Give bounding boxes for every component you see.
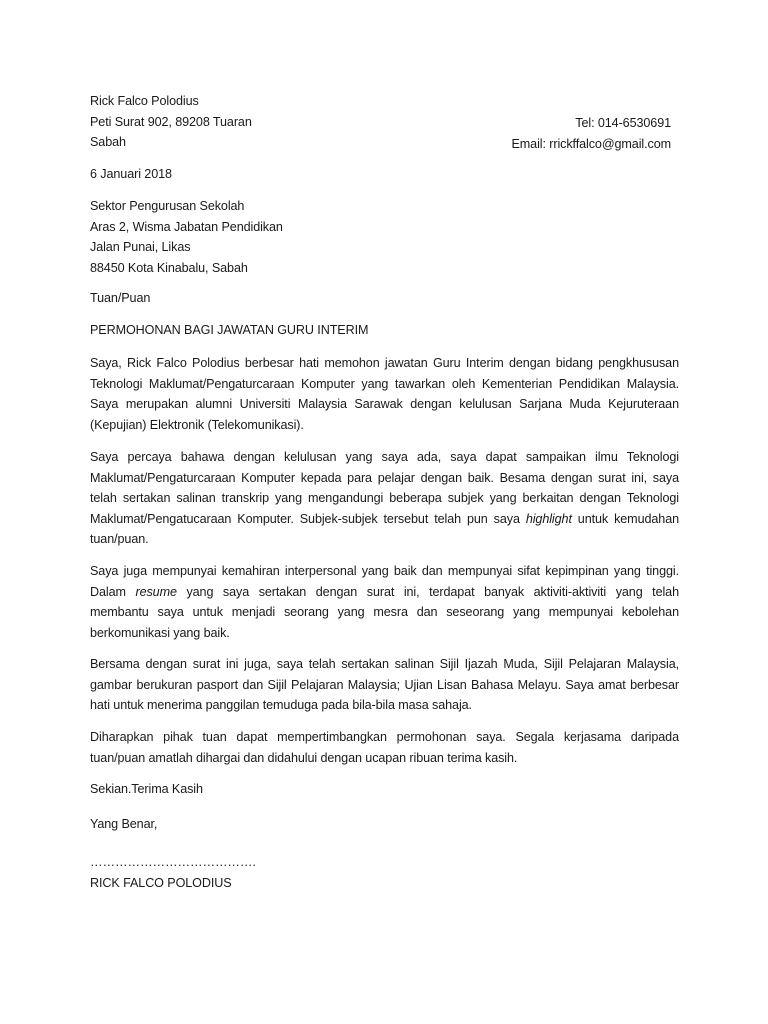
sender-address-line2: Sabah [90, 135, 126, 150]
closing [90, 779, 680, 800]
italic-word: resume [135, 584, 177, 599]
signoff-text: Yang Benar, [90, 817, 158, 831]
signoff [90, 814, 680, 835]
subject-heading [90, 320, 680, 341]
paragraph-line: Saya, Rick Falco Polodius berbesar hati memohon jawatan Guru Interim dengan bidang pengkhususan [90, 356, 679, 370]
paragraph-3 [90, 561, 679, 643]
paragraph-line: tuan/puan amatlah dihargai dan didahului dengan ucapan ribuan terima kasih. [90, 750, 518, 765]
paragraph-1 [90, 353, 679, 435]
recipient-line3: Jalan Punai, Likas [90, 240, 191, 255]
recipient-line1: Sektor Pengurusan Sekolah [90, 199, 245, 213]
closing-text: Sekian.Terima Kasih [90, 782, 203, 796]
paragraph-line: hati untuk menerima panggilan temuduga pada bila-bila masa sahaja. [90, 698, 472, 713]
signature-block [90, 852, 680, 893]
sender-block [90, 91, 390, 153]
paragraph-line: tuan/puan. [90, 532, 149, 547]
paragraph-line: (Kepujian) Elektronik (Telekomunikasi). [90, 417, 304, 432]
letter-date [90, 164, 680, 185]
paragraph-segment: Maklumat/Pengatucaraan Komputer. Subjek-subjek tersebut telah pun saya [90, 511, 526, 526]
recipient-line4: 88450 Kota Kinabalu, Sabah [90, 260, 248, 275]
paragraph-line [90, 582, 679, 603]
salutation-text: Tuan/Puan [90, 291, 151, 305]
paragraph-line: gambar berukuran pasport dan Sijil Pelajaran Malaysia; Ujian Lisan Bahasa Melayu. Saya amat berbesar [90, 677, 679, 692]
paragraph-line: berkomunikasi yang baik. [90, 625, 230, 640]
paragraph-line: telah sertakan salinan transkrip yang mengandungi beberapa subjek yang berkaitan dengan Teknologi [90, 491, 679, 506]
paragraph-line: Saya juga mempunyai kemahiran interpersonal yang baik dan mempunyai sifat kepimpinan yang tinggi. [90, 564, 679, 578]
recipient-block [90, 196, 680, 278]
italic-word: highlight [525, 511, 572, 526]
paragraph-line: Saya percaya bahawa dengan kelulusan yang saya ada, saya dapat sampaikan ilmu Teknologi [90, 450, 679, 464]
sender-name: Rick Falco Polodius [90, 94, 199, 108]
paragraph-line: Bersama dengan surat ini juga, saya telah sertakan salinan Sijil Ijazah Muda, Sijil Pelajaran Malaysia, [90, 657, 679, 671]
paragraph-4 [90, 654, 679, 716]
paragraph-5 [90, 727, 679, 768]
subject-text: PERMOHONAN BAGI JAWATAN GURU INTERIM [90, 323, 369, 337]
paragraph-line: Teknologi Maklumat/Pengaturcaraan Komputer yang tawarkan oleh Kementerian Pendidikan Malaysia. [90, 376, 679, 391]
paragraph-segment: Dalam [90, 584, 136, 599]
paragraph-segment: yang saya sertakan dengan surat ini, terdapat banyak aktiviti-aktiviti yang telah [176, 584, 679, 599]
contact-block [420, 113, 671, 154]
paragraph-line [90, 509, 679, 530]
paragraph-line: membantu saya untuk menjadi seorang yang mesra dan seseorang yang mempunyai kebolehan [90, 605, 679, 620]
signatory-name: RICK FALCO POLODIUS [90, 875, 232, 890]
paragraph-segment: untuk kemudahan [571, 511, 680, 526]
signature-line: …………………………………. [90, 855, 256, 869]
contact-email: Email: rrickffalco@gmail.com [511, 136, 671, 151]
contact-phone: Tel: 014-6530691 [575, 116, 671, 130]
paragraph-line: Diharapkan pihak tuan dapat mempertimbangkan permohonan saya. Segala kerjasama daripada [90, 730, 679, 744]
paragraph-2 [90, 447, 679, 550]
sender-address-line1: Peti Surat 902, 89208 Tuaran [90, 114, 252, 129]
date-text: 6 Januari 2018 [90, 167, 172, 181]
paragraph-line: Maklumat/Pengaturcaraan Komputer kepada para pelajar dengan baik. Besama dengan surat ini, saya [90, 470, 679, 485]
recipient-line2: Aras 2, Wisma Jabatan Pendidikan [90, 219, 283, 234]
salutation [90, 288, 680, 309]
paragraph-line: Saya merupakan alumni Universiti Malaysia Sarawak dengan kelulusan Sarjana Muda Kejuruteraan [90, 397, 679, 412]
